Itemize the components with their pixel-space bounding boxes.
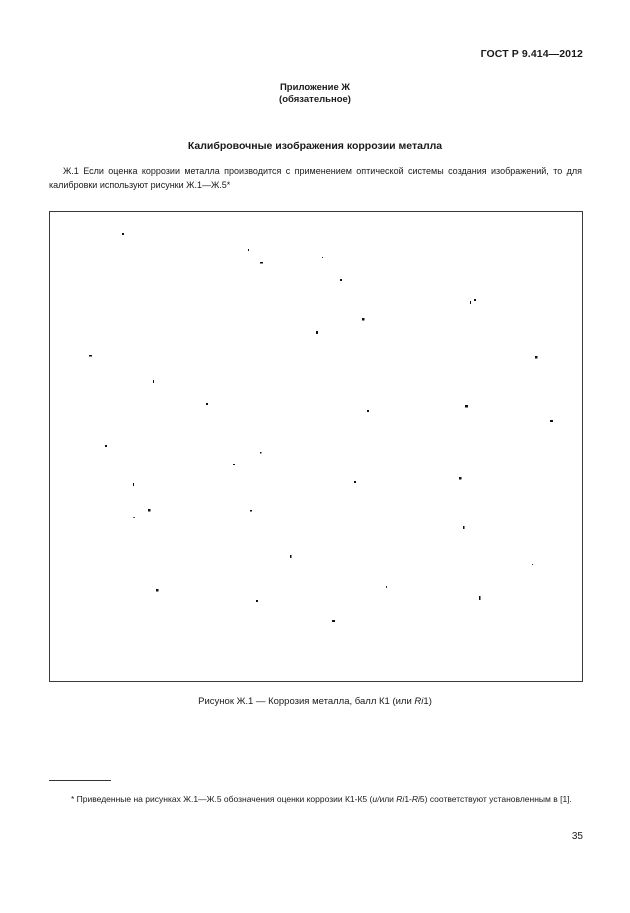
footnote-part2: или — [379, 794, 397, 804]
footnote-divider — [49, 780, 111, 781]
corrosion-spot — [89, 355, 92, 357]
corrosion-spot — [250, 510, 252, 512]
corrosion-spot — [122, 233, 124, 235]
corrosion-figure — [49, 211, 583, 682]
caption-prefix: Рисунок Ж.1 — Коррозия металла, балл К1 (или — [198, 696, 415, 707]
corrosion-spot — [233, 464, 235, 465]
corrosion-spot — [290, 555, 292, 558]
paragraph-zh1: Ж.1 Если оценка коррозии металла производится с применением оптической системы создания изображений, то для калибровки используют рисунки Ж.1—Ж.5* — [49, 166, 582, 190]
standard-code: ГОСТ Р 9.414—2012 — [480, 48, 583, 60]
corrosion-spot — [260, 262, 263, 264]
corrosion-spot — [133, 483, 134, 486]
corrosion-spot — [316, 331, 318, 334]
corrosion-spot — [532, 564, 533, 565]
corrosion-spot — [354, 481, 356, 483]
corrosion-spot — [332, 620, 335, 622]
corrosion-spot — [459, 477, 462, 480]
corrosion-spot — [105, 445, 107, 447]
corrosion-spot — [386, 586, 387, 588]
corrosion-spot — [248, 249, 249, 251]
corrosion-spots-image — [50, 212, 584, 683]
figure-caption — [0, 696, 630, 707]
footnote-part3: 1- — [404, 794, 412, 804]
appendix-status: (обязательное) — [279, 94, 351, 105]
footnote-italic2: Ri — [396, 794, 405, 804]
footnote-italic1: и/ — [372, 794, 380, 804]
corrosion-spot — [465, 405, 468, 408]
footnote-italic3: Ri — [411, 794, 420, 804]
corrosion-spot — [550, 420, 553, 422]
caption-italic: Ri — [414, 696, 424, 707]
corrosion-spot — [148, 509, 151, 512]
corrosion-spot — [479, 596, 481, 600]
corrosion-spot — [367, 410, 369, 412]
corrosion-spot — [256, 600, 258, 602]
corrosion-spot — [463, 526, 465, 529]
corrosion-spot — [156, 589, 159, 592]
corrosion-spot — [470, 301, 471, 304]
corrosion-spot — [153, 380, 154, 383]
footnote — [49, 793, 582, 806]
corrosion-spot — [133, 517, 135, 518]
caption-suffix: 1) — [423, 696, 432, 707]
corrosion-spot — [340, 279, 342, 281]
corrosion-spot — [362, 318, 365, 321]
page-number: 35 — [571, 831, 583, 842]
appendix-title: Приложение Ж — [279, 82, 351, 93]
footnote-part1: * Приведенные на рисунках Ж.1—Ж.5 обозначения оценки коррозии К1-К5 ( — [71, 794, 373, 804]
corrosion-spot — [535, 356, 538, 359]
section-title: Калибровочные изображения коррозии металла — [187, 140, 443, 152]
corrosion-spot — [474, 299, 476, 301]
corrosion-spot — [206, 403, 208, 405]
footnote-part4: 5) соответствуют установленным в [1]. — [419, 794, 572, 804]
corrosion-spot — [260, 452, 262, 454]
corrosion-spot — [322, 257, 323, 258]
